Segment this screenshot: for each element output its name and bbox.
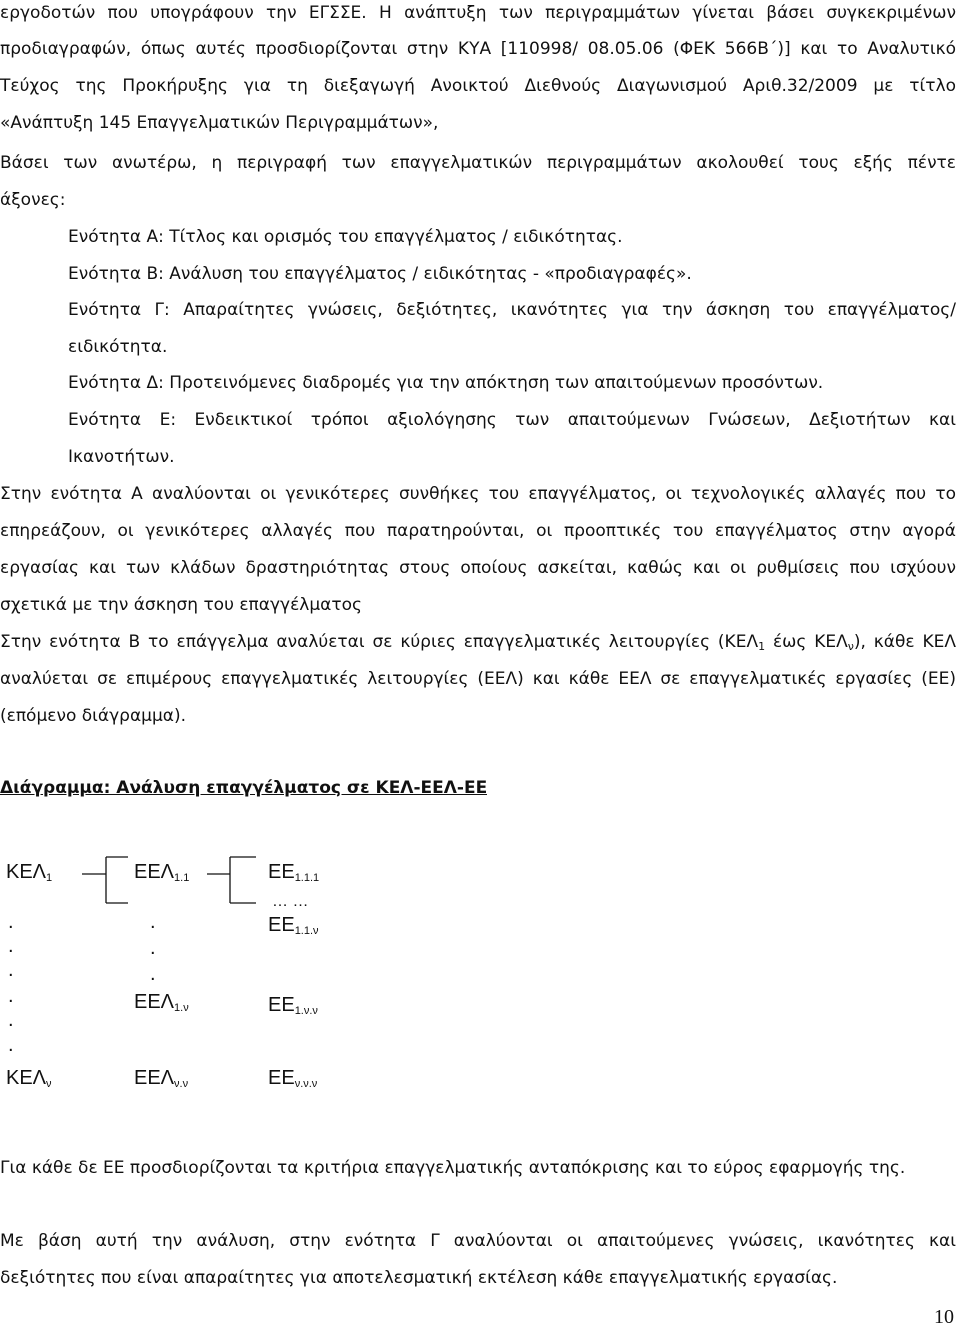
- node-ee-v-v-v: [268, 1066, 317, 1090]
- paragraph-line: Τεύχος της Προκήρυξης για τη διεξαγωγή Ανοικτού Διεθνούς Διαγωνισμού Αριθ.32/2009 με τίτλο: [0, 76, 956, 96]
- paragraph-line: δεξιότητες που είναι απαραίτητες για αποτελεσματική εκτέλεση κάθε επαγγελματικής εργασίας.: [0, 1268, 838, 1288]
- section-item-a: Ενότητα Α: Τίτλος και ορισμός του επαγγέλματος / ειδικότητας.: [68, 227, 623, 247]
- node-base: ΕΕΛ: [134, 861, 175, 883]
- node-sub: 1.1.ν: [294, 925, 319, 937]
- dot: .: [8, 911, 14, 933]
- paragraph-line: εργασίας και των κλάδων δραστηριότητας στους οποίους ασκείται, καθώς και οι ρυθμίσεις που ισχύουν: [0, 558, 956, 578]
- paragraph-line: Για κάθε δε ΕΕ προσδιορίζονται τα κριτήρια επαγγελματικής ανταπόκρισης και το εύρος εφαρμογής της.: [0, 1158, 906, 1178]
- paragraph-line: Βάσει των ανωτέρω, η περιγραφή των επαγγελματικών περιγραμμάτων ακολουθεί τους εξής πέντε: [0, 153, 956, 173]
- node-ee-1-1-1: [268, 860, 319, 884]
- node-base: ΕΕ: [268, 914, 295, 936]
- node-sub: ν: [46, 1078, 52, 1090]
- diagram-heading: Διάγραμμα: Ανάλυση επαγγέλματος σε ΚΕΛ-ΕΕΛ-ΕΕ: [0, 778, 488, 798]
- node-eel-1-v: [134, 990, 189, 1014]
- paragraph-line: Στην ενότητα Α αναλύονται οι γενικότερες συνθήκες του επαγγέλματος, οι τεχνολογικές αλλαγές που το: [0, 484, 956, 504]
- node-kel-v: [6, 1066, 52, 1090]
- section-item-b: Ενότητα Β: Ανάλυση του επαγγέλματος / ειδικότητας - «προδιαγραφές».: [68, 264, 692, 284]
- node-base: ΕΕ: [268, 1067, 295, 1089]
- text-run: έως ΚΕΛ: [765, 632, 848, 652]
- dot: .: [150, 911, 156, 933]
- subscript: 1: [758, 640, 766, 653]
- dot: .: [8, 935, 14, 957]
- node-base: ΕΕ: [268, 861, 295, 883]
- dot: .: [8, 1034, 14, 1056]
- node-kel-1: [6, 860, 52, 884]
- node-sub: ν.ν.ν: [294, 1078, 318, 1090]
- section-item-e: Ενότητα Ε: Ενδεικτικοί τρόποι αξιολόγησης των απαιτούμενων Γνώσεων, Δεξιοτήτων και: [68, 410, 956, 430]
- dot: .: [8, 985, 14, 1007]
- text-run: ), κάθε ΚΕΛ: [853, 632, 956, 652]
- node-sub: ν.ν: [174, 1078, 189, 1090]
- node-ellipsis: … …: [272, 893, 309, 910]
- paragraph-line: εργοδοτών που υπογράφουν την ΕΓΣΣΕ. Η ανάπτυξη των περιγραμμάτων γίνεται βάσει συγκεκριμένων: [0, 3, 956, 23]
- paragraph-line: «Ανάπτυξη 145 Επαγγελματικών Περιγραμμάτων»,: [0, 113, 439, 133]
- paragraph-line: Με βάση αυτή την ανάλυση, στην ενότητα Γ αναλύονται οι απαιτούμενες γνώσεις, ικανότητες και: [0, 1231, 956, 1251]
- section-item-c-cont: ειδικότητα.: [68, 337, 168, 357]
- text-run: Στην ενότητα Β το επάγγελμα αναλύεται σε κύριες επαγγελματικές λειτουργίες (ΚΕΛ: [0, 632, 759, 652]
- node-base: ΕΕ: [268, 994, 295, 1016]
- section-item-c: Ενότητα Γ: Απαραίτητες γνώσεις, δεξιότητες, ικανότητες για την άσκηση του επαγγέλματος/: [68, 300, 956, 320]
- paragraph-line: αναλύεται σε επιμέρους επαγγελματικές λειτουργίες (ΕΕΛ) και κάθε ΕΕΛ σε επαγγελματικές εργασίες (ΕΕ): [0, 669, 956, 689]
- node-base: ΚΕΛ: [6, 1067, 47, 1089]
- dot: .: [8, 1009, 14, 1031]
- section-item-e-cont: Ικανοτήτων.: [68, 447, 175, 467]
- node-base: ΕΕΛ: [134, 1067, 175, 1089]
- node-base: ΕΕΛ: [134, 991, 175, 1013]
- node-sub: 1.ν: [174, 1002, 189, 1014]
- paragraph-line: (επόμενο διάγραμμα).: [0, 706, 187, 726]
- dot: .: [150, 963, 156, 985]
- dot: .: [8, 959, 14, 981]
- node-ee-1-1-v: [268, 913, 319, 937]
- paragraph-line: άξονες:: [0, 190, 66, 210]
- page-number: 10: [934, 1306, 954, 1328]
- node-sub: 1.ν.ν: [294, 1005, 318, 1017]
- node-sub: 1: [46, 872, 53, 884]
- subscript: ν: [847, 640, 854, 653]
- paragraph-line: προδιαγραφών, όπως αυτές προσδιορίζονται στην ΚΥΑ [110998/ 08.05.06 (ΦΕΚ 566Β΄)] και το Αναλυτικό: [0, 39, 956, 59]
- node-eel-1-1: [134, 860, 189, 884]
- paragraph-line: σχετικά με την άσκηση του επαγγέλματος: [0, 595, 362, 615]
- node-sub: 1.1.1: [294, 872, 320, 884]
- paragraph-line: [0, 631, 956, 653]
- dot: .: [150, 937, 156, 959]
- node-base: ΚΕΛ: [6, 861, 47, 883]
- node-ee-1-v-v: [268, 993, 318, 1017]
- node-sub: 1.1: [174, 872, 190, 884]
- section-item-d: Ενότητα Δ: Προτεινόμενες διαδρομές για την απόκτηση των απαιτούμενων προσόντων.: [68, 373, 824, 393]
- paragraph-line: επηρεάζουν, οι γενικότερες αλλαγές που παρατηρούνται, οι προοπτικές του επαγγέλματος στην αγορά: [0, 521, 956, 541]
- node-eel-v-v: [134, 1066, 188, 1090]
